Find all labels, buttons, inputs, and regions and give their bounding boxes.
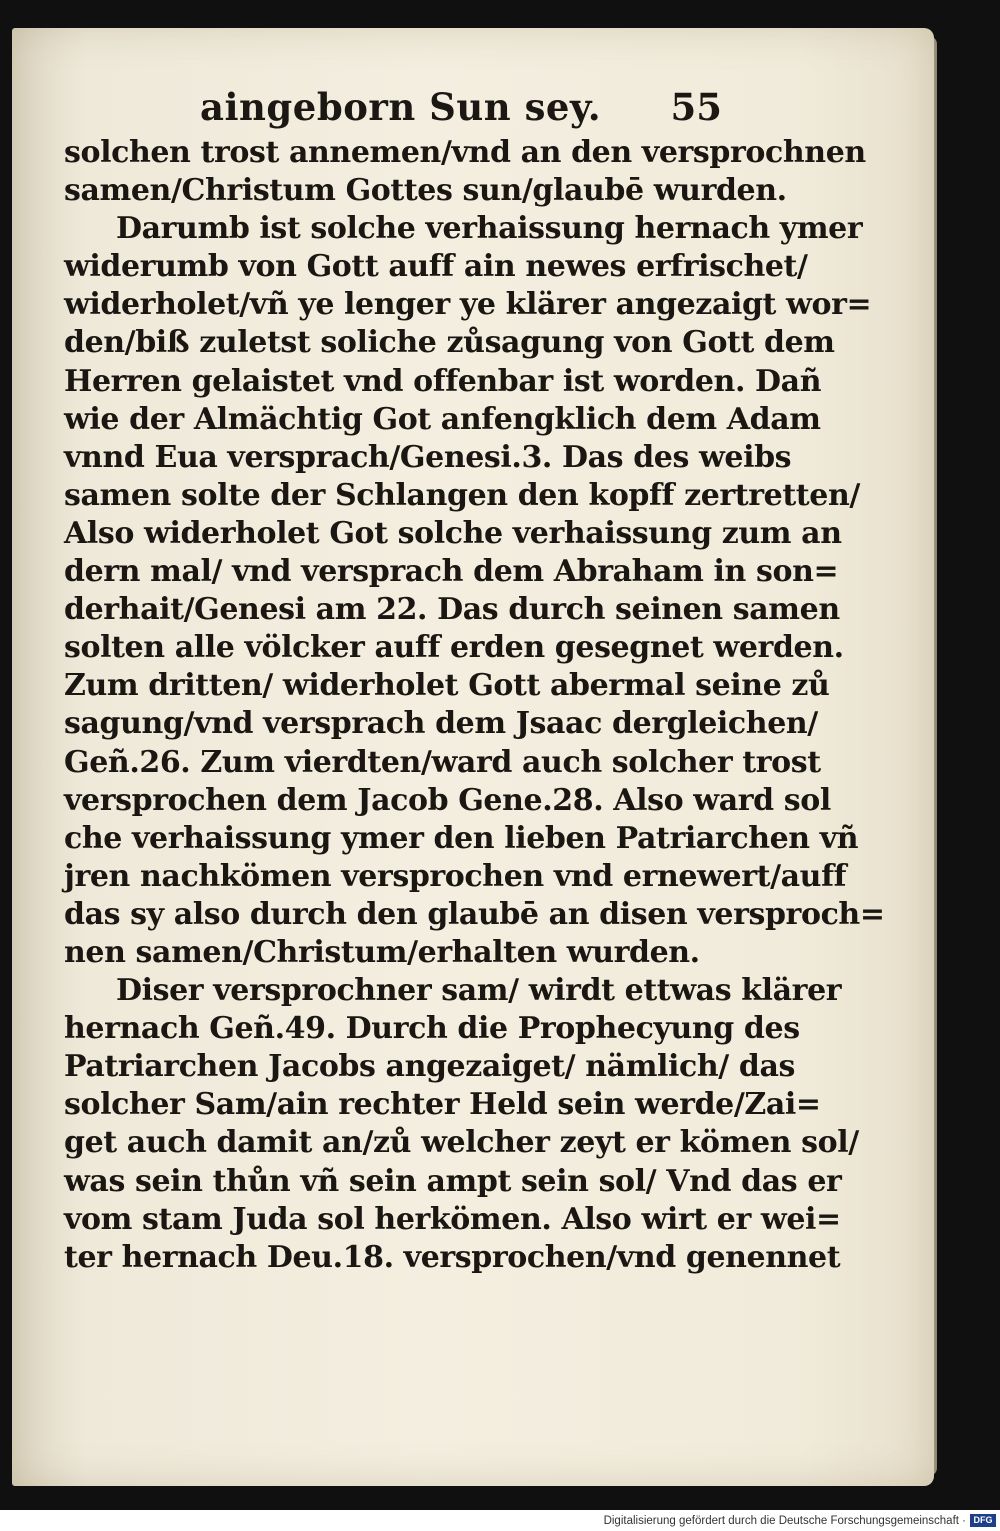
running-head: aingeborn Sun sey. [200, 85, 602, 129]
text-line: solchen trost annemen/vnd an den versprochnen [64, 135, 866, 170]
text-line: vnnd Eua versprach/Genesi.3. Das des weibs [64, 439, 792, 475]
text-line: Also widerholet Got solche verhaissung zum an [64, 515, 842, 551]
text-line: samen/Christum Gottes sun/glaubē wurden. [64, 173, 787, 209]
text-line: che verhaissung ymer den lieben Patriarchen vñ [64, 820, 859, 856]
text-line: jren nachkömen versprochen vnd ernewert/auff [64, 858, 847, 894]
text-line: dern mal/ vnd versprach dem Abraham in son= [64, 554, 839, 590]
text-line: das sy also durch den glaubē an disen versproch= [64, 896, 885, 932]
text-line: solten alle völcker auff erden gesegnet werden. [64, 630, 844, 666]
text-line: versprochen dem Jacob Gene.28. Also ward sol [64, 782, 831, 818]
page-number: 55 [670, 85, 722, 129]
text-line: wie der Almächtig Got anfengklich dem Adam [64, 401, 821, 437]
text-line: widerumb von Gott auff ain newes erfrischet/ [64, 249, 808, 285]
text-line: Patriarchen Jacobs angezaiget/ nämlich/ das [64, 1049, 796, 1085]
page-header [200, 82, 730, 132]
text-line: Geñ.26. Zum vierdten/ward auch solcher trost [64, 744, 821, 780]
text-line: widerholet/vñ ye lenger ye klärer angezaigt wor= [64, 287, 872, 323]
body-text [64, 134, 885, 1277]
text-line: den/biß zuletst soliche zůsagung von Gott dem [64, 325, 835, 361]
text-line: Herren gelaistet vnd offenbar ist worden. Dañ [64, 363, 822, 399]
text-line: samen solte der Schlangen den kopff zertretten/ [64, 477, 860, 513]
text-line: solcher Sam/ain rechter Held sein werde/Zai= [64, 1087, 821, 1123]
text-line: was sein thůn vñ sein ampt sein sol/ Vnd das er [64, 1163, 842, 1199]
text-line: get auch damit an/zů welcher zeyt er kömen sol/ [64, 1125, 859, 1161]
paragraph-start-line: Diser versprochner sam/ wirdt ettwas klärer [116, 973, 842, 1009]
text-line: ter hernach Deu.18. versprochen/vnd genennet [64, 1239, 841, 1275]
dfg-logo: DFG [970, 1514, 996, 1527]
text-line: Zum dritten/ widerholet Gott abermal seine zů [64, 668, 830, 704]
funding-credit: Digitalisierung gefördert durch die Deutsche Forschungsgemeinschaft · [603, 1515, 966, 1527]
text-line: vom stam Juda sol herkömen. Also wirt er wei= [64, 1201, 841, 1237]
paragraph-start-line: Darumb ist solche verhaissung hernach ymer [116, 211, 863, 247]
text-line: nen samen/Christum/erhalten wurden. [64, 934, 700, 970]
text-line: derhait/Genesi am 22. Das durch seinen samen [64, 592, 840, 628]
text-line: sagung/vnd versprach dem Jsaac dergleichen/ [64, 706, 818, 742]
text-line: hernach Geñ.49. Durch die Prophecyung des [64, 1011, 800, 1047]
